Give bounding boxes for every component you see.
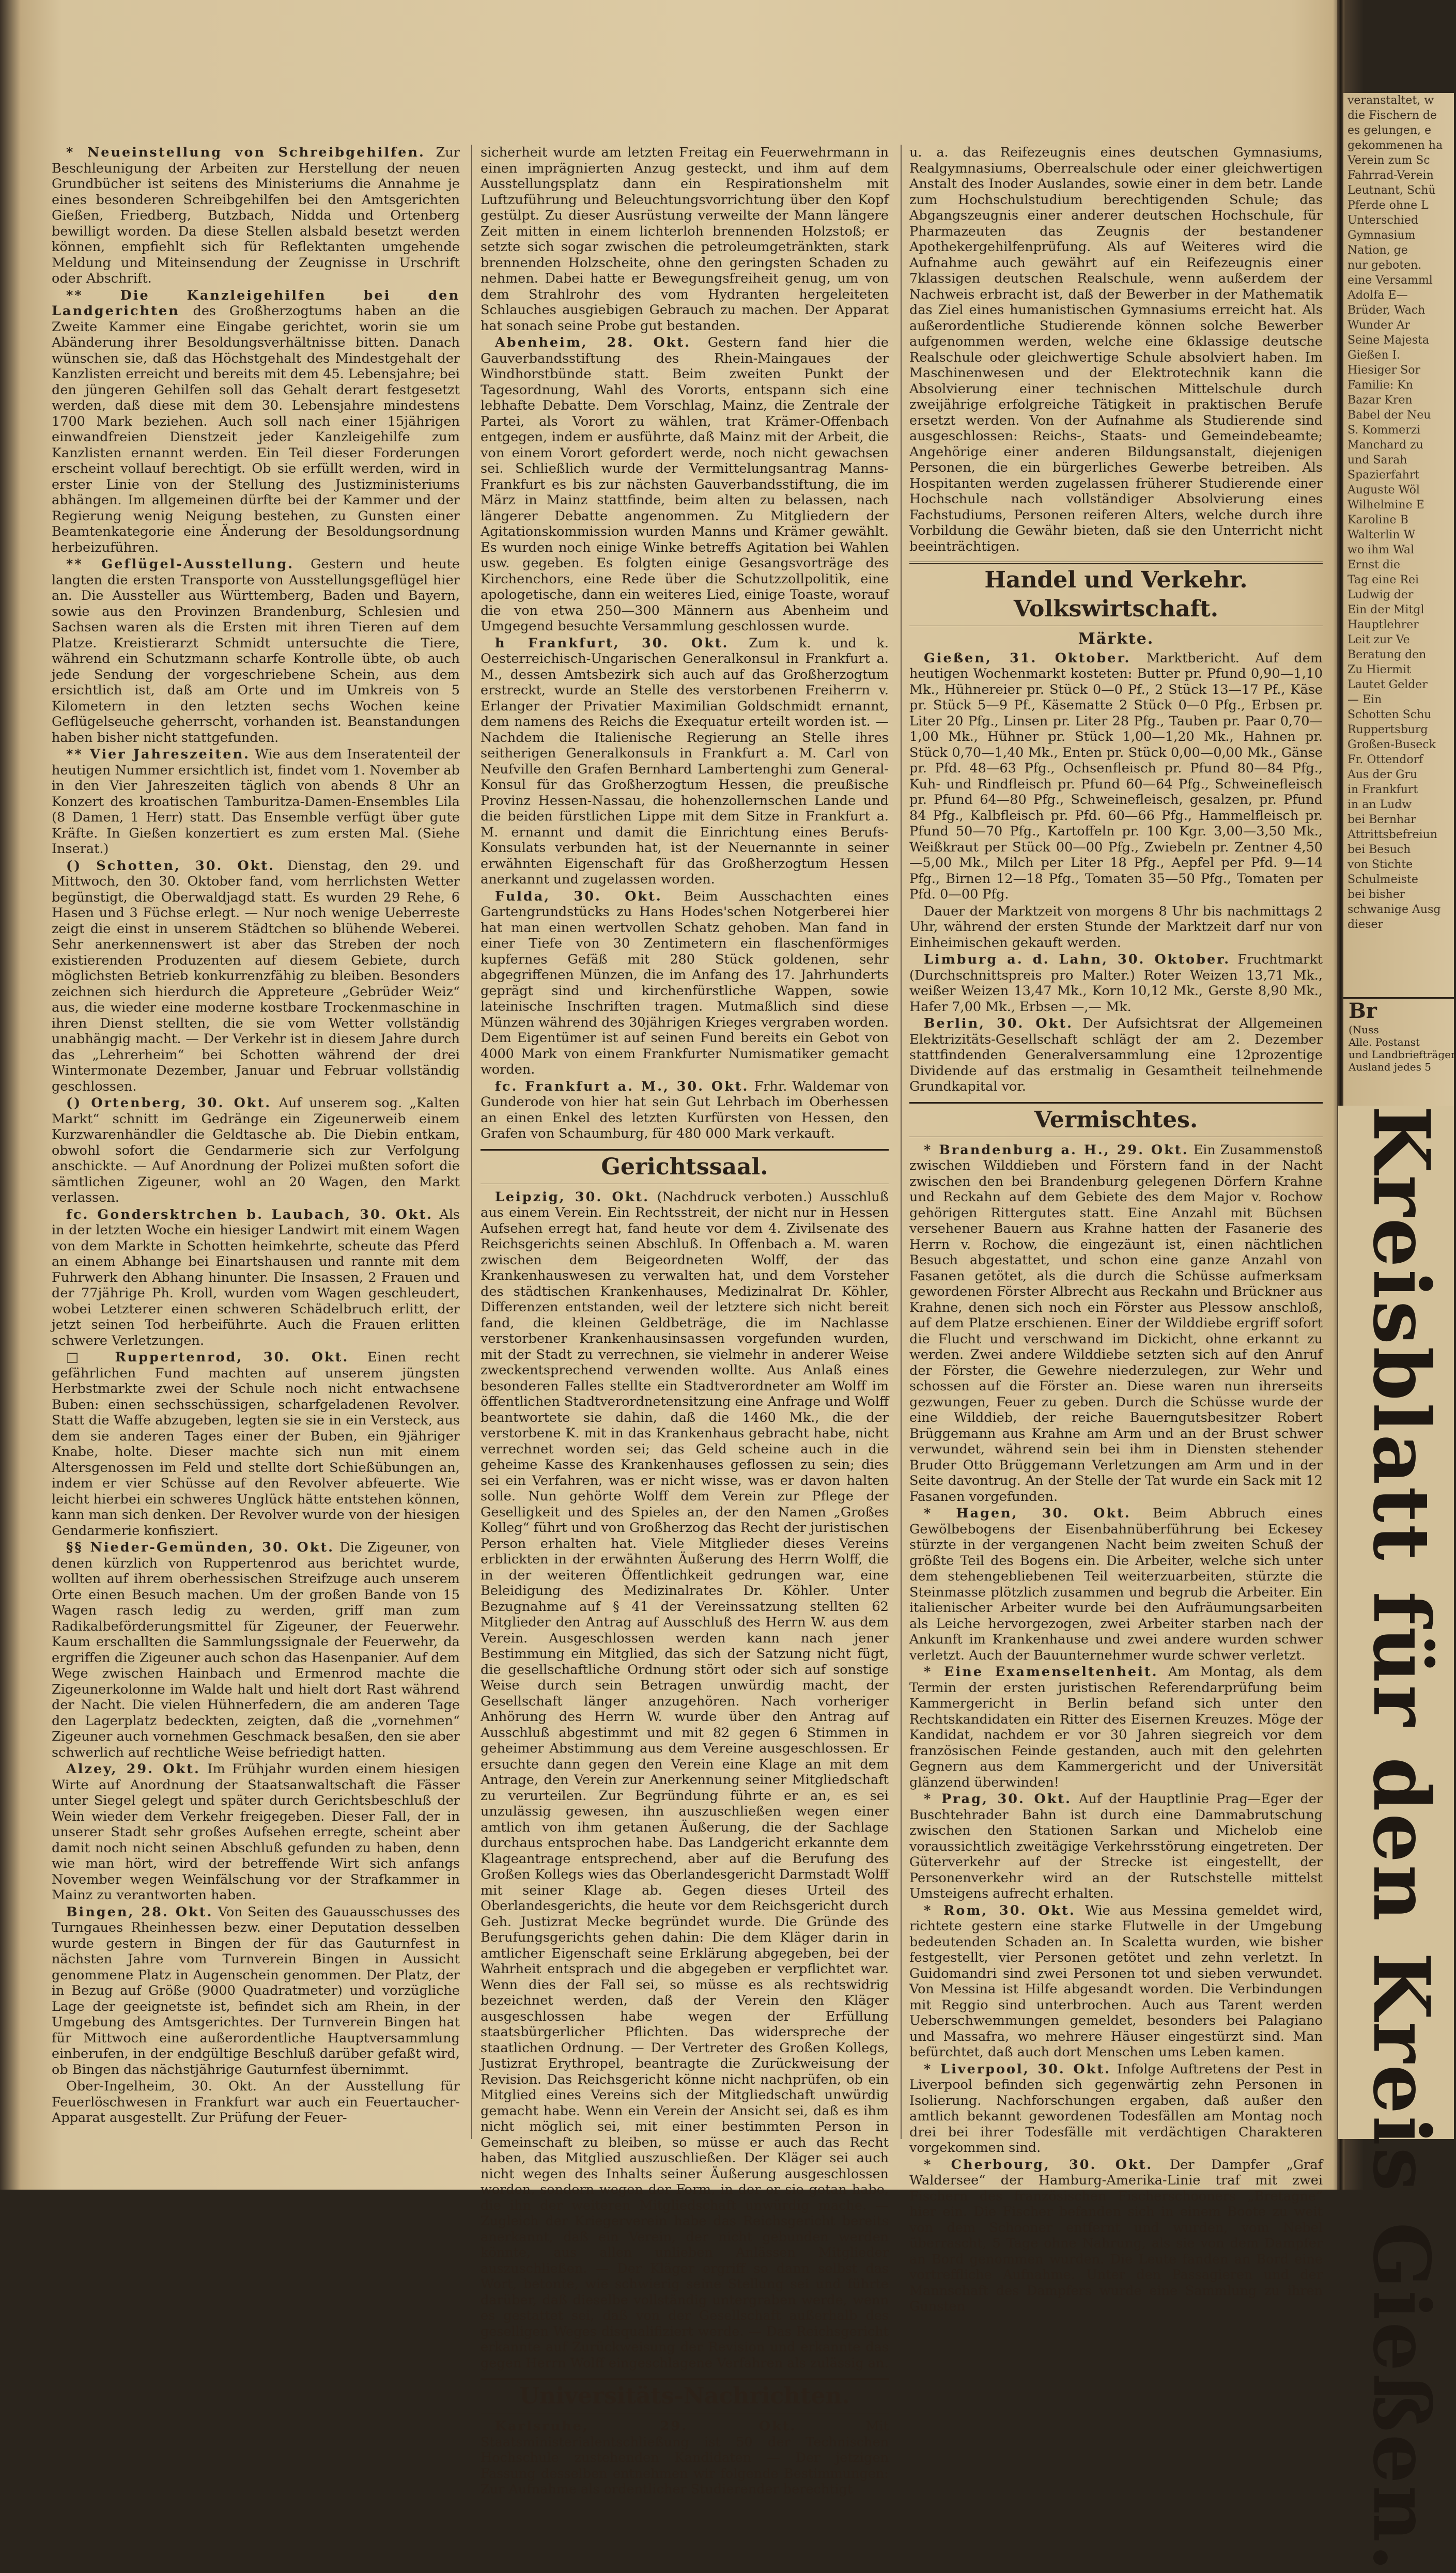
article-paragraph [481, 1079, 889, 1142]
next-page-text-line: in an Ludw [1347, 798, 1412, 811]
article-text: (Nachdruck verboten.) Ausschluß aus einem Verein. Ein Rechtsstreit, der nicht nur in Hessen Aufsehen erregt hat, fand heute vor dem 4. Zivilsenate des Reichsgerichts seinen Abschluß. In Offenbach a. M. waren zwischen dem Beigeordneten Wolff, der das Krankenhauswesen zu verwalten hat, und dem Vorsteher des städtischen Krankenhauses, Medizinalrat Dr. Köhler, Differenzen entstanden, weil der letztere sich nicht bereit fand, die kleinen Geldbeträge, die im Nachlasse verstorbener Krankenhausinsassen vorgefunden wurden, mit der Stadt zu verrechnen, sie vielmehr in anderer Weise zweckentsprechend verwenden wollte. Aus Anlaß eines besonderen Falles stellte ein Stadtverordneter am Wolff im öffentlichen Stadtverordnetensitzung eine Anfrage und Wolff beantwortete sie dahin, daß die 1460 Mk., die der verstorbene K. mit in das Krankenhaus gebracht habe, nicht verrechnet worden sei; das Geld scheine auch in die geheime Kasse des Krankenhauses geflossen zu sein; dies sei ein Verfahren, was er nicht wisse, was er davon halten solle. Nun gehörte Wolff dem Verein zur Pflege der Geselligkeit und des Spieles an, der den Namen „Großes Kolleg“ führt und von Großherzog das Recht der juristischen Person erhalten hat. Viele Mitglieder dieses Vereins erblickten in der erwähnten Äußerung des Herrn Wolff, die in der weiteren Öffentlichkeit gedrungen war, eine Beleidigung des Medizinalrates Dr. Köhler. Unter Bezugnahme auf § 41 der Vereinssatzung stellten 62 Mitglieder den Antrag auf Ausschluß des Herrn W. aus dem Verein. Ausgeschlossen werden kann nach jener Bestimmung ein Mitglied, das sich der Satzung nicht fügt, die gesellschaftliche Ordnung stört oder sich auf sonstige Weise durch sein Betragen unwürdig macht, der Gesellschaft länger anzugehören. Nach vorheriger Anhörung des Herrn W. wurde über den Antrag auf Ausschluß abgestimmt und mit 82 gegen 6 Stimmen in geheimer Abstimmung aus dem Vereine ausgeschlossen. Er ersuchte dann gegen den Verein eine Klage an mit dem Antrage, den Verein zur Anerkennung seiner Mitgliedschaft zu verurteilen. Zur Begründung führte er an, es sei unzulässig gewesen, ihn auszuschließen wegen einer amtlich von ihm getanen Äußerung, die der Sachlage durchaus entsprochen habe. Das Landgericht erkannte dem Klageantrage entsprechend, aber auf die Berufung des Großen Kollegs wies das Oberlandesgericht Darmstadt Wolff mit seiner Klage ab. Gegen dieses Urteil des Oberlandesgerichts, die heute vor dem Reichsgericht durch Geh. Justizrat Meckе begründet wurde. Die Gründe des Berufungsgerichts gehen dahin: Die dem Kläger darin in amtlicher Eigenschaft seine Erklärung abgegeben, bei der Wahrheit entsprach und die abgegeben er verpflichtet war. Wenn dies der Fall sei, so müsse es als rechtswidrig bezeichnet werden, daß der Verein den Kläger ausgeschlossen habe wegen der Erfüllung staatsbürgerlicher Pflichten. Das widerspreche der staatlichen Ordnung. — Der Vertreter des Großen Kollegs, Justizrat Erythropel, beantragte die Zurückweisung der Revision. Das Reichsgericht könne nicht nachprüfen, ob ein Mitglied eines Vereins sich der Mitgliedschaft unwürdig gemacht habe. Wenn ein Verein der Ansicht sei, daß es ihm nicht möglich sei, mit einer bestimmten Person in Gemeinschaft zu bleiben, so müsse er auch das Recht haben, das Mitglied auszuschließen. Der Kläger sei auch nicht wegen des Inhalts seiner Äußerung ausgeschlossen worden, sondern wegen der Form, in der er sie getan habe, die ihn der weiteren Mitgliedschaft unwürdig mache. — Zugleich der Kriegerverein habe das Reichsgericht bereits anerkannt, daß ein Verein, der nicht gebunden werden könnte, aus allen unlieben Anlässen Mitglieder auszuschließen. — Der Kläger ergriff so dann selbst das Wort, betonte, wie schwierig seine Stellung sei und führte darüber, daß dieselbe vollständig untergraben werde, wenn es gestattet sei, daß von der Gesellschaft außerhalb des geselligen Weges disqualifiziert werde. — Das Reichsgericht erkannte auf Zurückweisung der Revision und erkannte das gegen Herrn Wolff eingeschlagene Verfahren als zulässig an. [481, 1189, 889, 2371]
article-paragraph [909, 1506, 1323, 1663]
article-text: Beim Abbruch eines Gewölbebogens der Eisenbahnüberführung bei Eckesey stürzte in der vergangenen Nacht beim zweiten Schuß der größte Teil des Bogens ein. Die Arbeiter, welche sich unter dem stehengebliebenen Teil weiterzuarbeiten, stürzte die Steinmasse plötzlich zusammen und begrub die Arbeiter. Ein italienischer Arbeiter wurde bei den Aufräumungsarbeiten als Leiche hervorgezogen, zwei Arbeiter starben nach der Ankunft im Krankenhause und zwei andere wurden schwer verletzt. Auch der Bauunternehmer wurde schwer verletzt. [909, 1506, 1323, 1663]
article-text: Der Aufsichtsrat der Allgemeinen Elektrizitäts-Gesellschaft schlägt der am 2. Dezember stattfindenden Generalversammlung eine 12prozentige Dividende auf das erstmalig in Gesamtheit teilnehmende Grundkapital vor. [909, 1016, 1323, 1094]
article-text: Auf unserem sog. „Kalten Markt“ schnitt im Gedränge ein Zigeunerweib einem Kurzwarenhändler die Geldtasche ab. Die Diebin entkam, obwohl sofort die Gendarmerie sich zur Verfolgung anschickte. — Auf Anordnung der Polizei mußten sofort die sämtlichen Zigeuner, wohl an 20 Wagen, den Markt verlassen. [52, 1095, 460, 1205]
next-page-text-line: dieser [1347, 918, 1383, 931]
article-paragraph [52, 1207, 460, 1349]
next-page-text-line: Aus der Gru [1347, 768, 1418, 781]
next-page-text-line: Schulmeiste [1347, 873, 1418, 886]
article-dateline: * Prag, 30. Okt. [924, 1791, 1072, 1807]
article-text: Einen recht gefährlichen Fund machten auf unserem jüngsten Herbstmarkte zwei der Schule noch nicht entwachsene Buben: einen sechsschüssigen, scharfgeladenen Revolver. Statt die Waffe abzugeben, legten sie sie in ein Versteck, aus dem sie anderen Tages einer der Buben, ein 9jähriger Knabe, holte. Dieser machte sich nun mit einem Altersgenossen im Feld und stellte dort Schießübungen an, indem er vier Schüsse auf den Revolver abfeuerte. Wie leicht hierbei ein schweres Unglück hätte entstehen können, kann man sich denken. Der Revolver wurde von der hiesigen Gendarmerie konfisziert. [52, 1350, 460, 1539]
next-page-text-line: bei bisher [1347, 888, 1405, 901]
article-paragraph [52, 747, 460, 857]
article-dateline: Alzey, 29. Okt. [66, 1761, 200, 1777]
masthead-vertical [1338, 1106, 1454, 2573]
next-page-text-line: Ludwig der [1347, 588, 1414, 601]
article-paragraph [52, 1095, 460, 1206]
article-paragraph [52, 145, 460, 287]
article-dateline: □ Ruppertenrod, 30. Okt. [66, 1350, 349, 1365]
column-rule-1 [471, 145, 472, 2139]
article-text: Marktbericht. Auf dem heutigen Wochenmarkt kosteten: Butter pr. Pfund 0,90—1,10 Mk., Hühnereier pr. Stück 0—0 Pf., 2 Stück 13—17 Pf., Käse pr. Stück 5—9 Pf., Käsematte 2 Stück 0—0 Pfg., Erbsen pr. Liter 20 Pfg., Linsen pr. Liter 28 Pfg., Tauben pr. Paar 0,70—1,00 Mk., Hühner pr. Stück 1,00—1,20 Mk., Hahnen pr. Stück 0,70—1,40 Mk., Enten pr. Stück 0,00—0,00 Mk., Gänse pr. Pfd. 48—63 Pfg., Ochsenfleisch pr. Pfund 80—84 Pfg., Kuh- und Rindfleisch pr. Pfund 60—64 Pfg., Schweinefleisch pr. Pfund 64—80 Pfg., Schweinefleisch, gesalzen, pr. Pfund 84 Pfg., Kalbfleisch pr. Pfd. 60—66 Pfg., Hammelfleisch pr. Pfund 50—70 Pfg., Kartoffeln pr. 100 Kgr. 3,00—3,50 Mk., Weißkraut per Stück 00—00 Pfg., Zwiebeln pr. Zentner 4,50—5,00 Mk., Milch per Liter 18 Pfg., Aepfel per Pfd. 9—14 Pfg., Birnen 12—18 Pfg., Tomaten 35—50 Pfg., Tomaten per Pfd. 0—00 Pfg. [909, 650, 1323, 902]
next-page-text-line: Beratung den [1347, 648, 1427, 661]
article-paragraph [52, 858, 460, 1095]
next-page-text-line: Auguste Wöl [1347, 484, 1420, 497]
next-page-text-line: Familie: Kn [1347, 379, 1413, 392]
next-page-text-line: Seine Majesta [1347, 334, 1430, 347]
section-heading: Universitäts-Nachrichten. [481, 2378, 889, 2413]
article-text: Am Montag, als dem Termin der ersten juristischen Referendarprüfung beim Kammergericht in Berlin befand sich unter den Rechtskandidaten ein Ritter des Eisernen Kreuzes. Möge der Kandidat, nachdem er vor 30 Jahren siegreich vor dem französischen Feinde gestanden, auch mit den gelehrten Gegnern aus dem Kammergericht und der Universität glänzend überwinden! [909, 1664, 1323, 1790]
article-text: Als in der letzten Woche ein hiesiger Landwirt mit einem Wagen von dem Markte in Schotten heimkehrte, scheute das Pferd an einem Abhange bei Einartshausen und rannte mit dem Fuhrwerk den Abhang hinunter. Die Insassen, 2 Frauen und der 77jährige Ph. Kroll, wurden vom Wagen geschleudert, wobei Letzterer einen schweren Schädelbruch erlitt, der jetzt seinen Tod herbeiführte. Auch die Frauen erlitten schwere Verletzungen. [52, 1206, 460, 1349]
next-page-text-line: Leutnant, Schü [1347, 184, 1436, 197]
next-page-text-line: Ein der Mitgl [1347, 603, 1424, 616]
article-text: Von Seiten des Gauausschusses des Turngaues Rheinhessen bezw. einer Deputation desselben wurde gestern in Bingen der für das Gauturnfest in nächsten Jahre vom Turnverein Bingen in Aussicht genommene Platz in Augenschein genommen. Der Platz, der in Bezug auf Größe (9000 Quadratmeter) und vorzügliche Lage der geeignetste ist, befindet sich am Rhein, in der Umgebung des Amtsgerichtes. Der Turnverein Bingen hat für Mittwoch eine außerordentliche Hauptversammlung einberufen, in der endgültige Beschluß darüber gefaßt wird, ob Bingen das nächstjährige Gauturnfest übernimmt. [52, 1904, 460, 2078]
next-page-text-line: bei Besuch [1347, 843, 1411, 856]
article-dateline: Abenheim, 28. Okt. [495, 335, 691, 350]
next-page-text-line: Adolfa E— [1347, 289, 1408, 302]
article-dateline: ** Vier Jahreszeiten. [66, 747, 250, 762]
newspaper-page [52, 145, 1333, 2497]
next-page-text-line: die Fischern de [1347, 109, 1437, 122]
article-dateline: ** Die Kanzleigehilfen bei den Landgerichten [52, 287, 460, 319]
article-dateline: Bingen, 28. Okt. [66, 1904, 213, 1920]
article-paragraph [909, 1791, 1323, 1902]
article-dateline: () Ortenberg, 30. Okt. [66, 1095, 272, 1111]
next-page-box-line: Alle. Postanst [1349, 1036, 1420, 1048]
section-subheading: Märkte. [1078, 630, 1154, 648]
article-text: Zur Beschleunigung der Arbeiten zur Herstellung der neuen Grundbücher ist seitens des Ministeriums die Annahme je eines besonderen Schreibgehilfen bei den Amtsgerichten Gießen, Friedberg, Butzbach, Nidda und Ortenberg bewilligt worden. Da diese Stellen alsbald besetzt werden können, empfiehlt sich für Reflektanten umgehende Meldung und Miteinsendung der Zeugnisse in Urschrift oder Abschrift. [52, 145, 460, 286]
next-page-text-line: und Sarah [1347, 454, 1407, 467]
article-paragraph [481, 1189, 889, 2372]
article-text: Gestern fand hier die Gauverbandsstiftung des Rhein-Maingaues der Windhorstbünde statt. Beim zweiten Punkt der Tagesordnung, Wahl des Vororts, entspann sich eine lebhafte Debatte. Dem Vorschlag, Mainz, die Zentrale der Partei, als Vorort zu wählen, trat Krämer-Offenbach entgegen, indem er ausführte, daß Mainz mit der Arbeit, die von einem Vorort gefordert werde, noch nicht gewachsen sei. Schließlich wurde der Vermittelungsantrag Manns-Frankfurt es bis zur nächsten Gauverbandsstiftung, die im März in Mainz stattfinde, beim alten zu belassen, nach längerer Debatte angenommen. Zu Mitgliedern der Agitationskommission wurden Manns und Krämer gewählt. Es wurden noch einige Winke betreffs Agitation bei Wahlen usw. gegeben. Es folgten einige Gesangsvorträge des Kirchenchors, eine Rede über die Schutzzollpolitik, eine apologetische, dann ein weiteres Lied, einige Toaste, worauf die von etwa 250—300 Männern aus Abenheim und Umgegend besuchte Versammlung geschlossen wurde. [481, 335, 889, 634]
article-dateline: ** Geflügel-Ausstellung. [66, 556, 295, 572]
article-paragraph [481, 889, 889, 1078]
article-text: u. a. das Reifezeugnis eines deutschen Gymnasiums, Realgymnasiums, Oberrealschule oder einer gleichwertigen Anstalt des Inoder Auslandes, sowie einer in dem betr. Lande zum Hochschulstudium berechtigenden Schule; das Abgangszeugnis einer anderer deutschen Hochschule, für Pharmazeuten das Zeugnis der bestandener Apothekergehilfenprüfung. Als auf Weiteres wird die Aufnahme auch gewährt auf ein Reifezeugnis einer 7klassigen deutschen Realschule, wenn außerdem der Nachweis erbracht ist, daß der Bewerber in der Mathematik das Ziel eines humanistischen Gymnasiums erreicht hat. Als außerordentliche Studierende können solche Bewerber aufgenommen werden, welche eine 6klassige deutsche Realschule oder gleichwertige Schule absolviert haben. Im Maschinenwesen und der Elektrotechnik kann die Absolvierung einer technischen Mittelschule durch zweijährige erfolgreiche Tätigkeit in praktischen Berufe ersetzt werden. Von der Aufnahme als Studierende sind ausgeschlossen: Reichs-, Staats- und Gemeindebeamte; Angehörige einer anderen Bildungsanstalt, diejenigen Personen, die ein bürgerliches Gewerbe betreiben. Als Hospitanten werden zugelassen früherer Studierende einer Hochschule nach vollständiger Absolvierung eines Fachstudiums, Personen reiferen Alters, welche durch ihre Vorbildung die Gewähr bieten, daß sie den Unterricht nicht beeinträchtigen. [909, 145, 1323, 554]
article-paragraph [909, 1903, 1323, 2060]
next-page-text-line: — Ein [1347, 693, 1382, 706]
next-page-text-line: Zu Hiermit [1347, 663, 1411, 676]
article-paragraph [909, 1142, 1323, 1505]
article-dateline: * Hagen, 30. Okt. [924, 1506, 1131, 1521]
next-page-text-line: S. Kommerzi [1347, 424, 1421, 437]
article-text: Die Zigeuner, von denen kürzlich von Ruppertenrod aus berichtet wurde, wollten auf ihrem oberhessischen Streifzuge auch unserem Orte einen Besuch machen. Um der großen Bande von 15 Wagen rasch ledig zu werden, griff man zum Radikalbeförderungsmittel für Zigeuner, der Feuerwehr. Kaum erschallten die Sammlungssignale der Feuerwehr, da ergriffen die Zigeuner auch schon das Hasenpanier. Auf dem Wege zwischen Hainbach und Ermenrod machte die Zigeunerkolonne im Walde halt und hielt dort Rast während der Nacht. Die vielen Hühnerfedern, die am anderen Tage den Lagerplatz bedeckten, zeigten, daß die „vornehmen“ Zigeuner auch vornehmen Geschmack besaßen, den sie aber schwerlich auf rechtliche Weise befriedigt hatten. [52, 1540, 460, 1760]
article-paragraph [52, 1904, 460, 2078]
article-text: Zum k. und k. Oesterreichisch-Ungarischen Generalkonsul in Frankfurt a. M., dessen Amtsbezirk sich auch auf das Großherzogtum erstreckt, wurde an Stelle des verstorbenen Freiherrn v. Erlanger der Privatier Maximilian Goldschmidt ernannt, dem namens des Reichs die Exequatur erteilt worden ist. — Nachdem die Italienische Regierung an Stelle ihres seitherigen Generalkonsuls in Frankfurt a. M. Carl von Neufville den Grafen Bernhard Lambertenghi zum General-Konsul für das Großherzogtum Hessen, die preußische Provinz Hessen-Nassau, die hohenzollernschen Lande und die beiden fürstlichen Lippe mit dem Sitze in Frankfurt a. M. ernannt und damit die Einrichtung eines Berufs-Konsulats verbunden hat, ist der Neuernannte in seiner erwähnten Eigenschaft für das Großherzogtum Hessen anerkannt und zugelassen worden. [481, 635, 889, 887]
next-page-text-line: Schotten Schu [1347, 708, 1432, 721]
article-dateline: * Liverpool, 30. Okt. [924, 2061, 1111, 2077]
article-paragraph [52, 2079, 460, 2126]
masthead-title: Kreisblatt für den Kreis Gießen. [1356, 1106, 1447, 2573]
article-text: Dienstag, den 29. und Mittwoch, den 30. Oktober fand, vom herrlichsten Wetter begünstigt, die Oberwaldjagd statt. Es wurden 29 Rehe, 6 Hasen und 3 Füchse erlegt. — Nur noch wenige Ueberreste zeigt die einst in unserem Städtchen so blühende Weberei. Sehr anerkennenswert ist aber das Streben der noch existierenden Produzenten auf diesem Gebiete, durch möglichsten Betrieb konkurrenzfähig zu bleiben. Besonders zeichnen sich hierdurch die Appreteure „Gebrüder Weiz“ aus, die wieder eine moderne kostbare Trockenmaschine in ihren Dienst stellten, die sie vom Wetter vollständig unabhängig macht. — Der Verkehr ist in diesem Jahre durch das „Lehrerheim“ bei Schotten während der drei Wintermonate Dezember, Januar und Februar vollständig geschlossen. [52, 858, 460, 1094]
next-page-text-line: Großen-Buseck [1347, 738, 1436, 751]
section-heading: Vermischtes. [909, 1102, 1323, 1137]
article-dateline: Leipzig, 30. Okt. [495, 1189, 650, 1205]
article-dateline: () Schotten, 30. Okt. [66, 858, 275, 874]
next-page-text-line: in Frankfurt [1347, 783, 1418, 796]
article-text: des Großherzogtums haben an die Zweite Kammer eine Eingabe gerichtet, worin sie um Abänderung ihrer Besoldungsverhältnisse bitten. Danach wünschen sie, daß das Höchstgehalt des Mindestgehalt der Kanzlisten erreicht und bereits mit dem 45. Lebensjahre; bei den jüngeren Gehilfen soll das Gehalt derart festgesetzt werden, daß diese mit dem 30. Lebensjahre mindestens 1700 Mark beziehen. Auch soll nach einer 15jährigen einwandfreien Dienstzeit jeder Kanzleigehilfe zum Kanzlisten ernannt werden. Ein Teil dieser Forderungen erscheint vollauf berechtigt. Ob sie erfüllt werden, wird in erster Linie von der Stellung des Justizministeriums abhängen. Im allgemeinen dürfte bei der Kammer und der Regierung wenig Neigung bestehen, zu Gunsten einer Beamtenkategorie eine Änderung der Besoldungsordnung herbeizuführen. [52, 303, 460, 555]
next-page-text-line: Brüder, Wach [1347, 304, 1426, 317]
article-text: Wie aus dem Inseratenteil der heutigen Nummer ersichtlich ist, findet vom 1. November ab in den Vier Jahreszeiten täglich von abends 8 Uhr an Konzert des kroatischen Tamburitza-Damen-Ensembles Lila (8 Damen, 1 Herr) statt. Das Ensemble verfügt über gute Kräfte. In Gießen konzertiert es zum ersten Mal. (Siehe Inserat.) [52, 747, 460, 857]
next-page-text-line: Tag eine Rei [1347, 574, 1419, 586]
article-paragraph [909, 2157, 1323, 2315]
article-text: Der Dampfer „Graf Waldersee“ der Hamburg-Amerika-Linie traf mit zwei Fischern des französischen Fischerschooners „Bretagne“ hier ein. Die Fischer befanden sich in einem Boote zu weit von dem Schooner entfernt und wurden, vom Nebel überrascht, 5 Tage ohne Nahrung, als sie von dem Dampfer an Bord genommen wurden. Die Leute fanden an Bord eine vortreffliche Aufnahme. Unter den Passagieren und der Mannschaft des Dampfers wurde eine Sammlung zu ihren Gunsten [909, 2157, 1323, 2314]
next-page-text-line: wo ihm Wal [1347, 544, 1414, 556]
next-page-text-line: Fr. Ottendorf [1347, 753, 1423, 766]
article-dateline: Fulda, 30. Okt. [495, 888, 662, 904]
next-page-subscription-box [1343, 997, 1454, 1071]
next-page-box-line: Br [1349, 999, 1377, 1023]
article-dateline: * Eine Examenseltenheit. [924, 1664, 1158, 1680]
next-page-box-line: (Nuss [1349, 1024, 1379, 1036]
next-page-text-line: Manchard zu [1347, 439, 1423, 452]
next-page-text-line: Ruppertsburg [1347, 723, 1428, 736]
article-paragraph [52, 1761, 460, 1903]
next-page-text-line: von Stichte [1347, 858, 1413, 871]
article-text: Im Frühjahr wurden einem hiesigen Wirte auf Anordnung der Staatsanwaltschaft die Fässer unter Siegel gelegt und später durch Gerichtsbeschluß der Wein wieder dem Verkehr freigegeben. Dieser Fall, der in unserer Stadt sehr großes Aufsehen erregte, scheint aber damit noch nicht seinen Abschluß gefunden zu haben, denn wie man hört, wird der betreffende Wirt sich anfangs November wegen Weinfälschung vor der Strafkammer in Mainz zu verantworten haben. [52, 1761, 460, 1903]
article-paragraph [481, 335, 889, 634]
next-page-text-line: nur geboten. [1347, 259, 1422, 272]
article-text: Mit Staatsministerialentschließung ist 50 der Technischen Hochschule zustehenden Kandidaten — Der jetzigen Fassung desselben entnehmen wir folgende Bestimmungen: Zur Aufnahme als ordentlicher Studierender berechtigt [481, 2419, 889, 2497]
article-paragraph [52, 556, 460, 746]
next-page-text-line: schwanige Ausg [1347, 903, 1441, 916]
column-3 [909, 145, 1323, 2314]
next-page-box-line: und Landbriefträger [1349, 1048, 1456, 1061]
article-dateline: * Cherbourg, 30. Okt. [924, 2157, 1153, 2173]
article-paragraph [481, 2419, 889, 2498]
next-page-text-line: Hiesiger Sor [1347, 364, 1421, 377]
next-page-text-line: Verein zum Sc [1347, 154, 1430, 167]
article-dateline: §§ Nieder-Gemünden, 30. Okt. [66, 1540, 335, 1555]
next-page-text-line: Leit zur Ve [1347, 633, 1410, 646]
next-page-text-line: gekommenen ha [1347, 139, 1443, 152]
article-paragraph [481, 145, 889, 334]
article-dateline: fc. Gondersktrchen b. Laubach, 30. Okt. [66, 1206, 433, 1222]
section-heading: Gerichtssaal. [481, 1149, 889, 1184]
next-page-text-line: Pferde ohne L [1347, 199, 1429, 212]
next-page-text-line: Babel der Neu [1347, 409, 1431, 422]
article-paragraph [909, 1016, 1323, 1095]
article-text: Auf der Hauptlinie Prag—Eger der Buschtehrader Bahn ist durch eine Dammabrutschung zwischen den Stationen Sarkan und Michelob eine voraussichtlich zweitägige Verkehrsstörung eingetreten. Der Güterverkehr auf der Strecke ist eingestellt, der Personenverkehr wird an der Rutschstelle mittelst Umsteigens aufrecht erhalten. [909, 1791, 1323, 1901]
next-page-text-line: Bazar Kren [1347, 394, 1413, 407]
article-paragraph [909, 650, 1323, 903]
next-page-text-line: Hauptlehrer [1347, 618, 1419, 631]
next-page-text-line: Fahrrad-Verein [1347, 169, 1434, 182]
next-page-text-line: Nation, ge [1347, 244, 1408, 257]
next-page-text-line: veranstaltet, w [1347, 94, 1434, 107]
next-page-text-line: Spazierfahrt [1347, 469, 1420, 482]
article-dateline: h Frankfurt, 30. Okt. [495, 635, 729, 651]
article-paragraph [52, 1540, 460, 1760]
article-text: Frhr. Waldemar von Gunderode von hier hat sein Gut Lehrbach im Oberhessen an einen Enkel des letzten Kurfürsten von Hessen, den Grafen von Schaumburg, für 480 000 Mark verkauft. [481, 1078, 889, 1141]
column-1 [52, 145, 460, 2139]
article-paragraph [909, 145, 1323, 554]
article-paragraph [52, 1350, 460, 1539]
next-page-text-line: Wilhelmine E [1347, 499, 1424, 512]
article-paragraph [52, 288, 460, 556]
next-page-text-line: Walterlin W [1347, 529, 1416, 541]
next-page-text-line: Attrittsbefreiun [1347, 828, 1437, 841]
article-dateline: * Brandenburg a. H., 29. Okt. [924, 1142, 1189, 1158]
article-text: Ein Zusammenstoß zwischen Wilddieben und Förstern fand in der Nacht zwischen den bei Brandenburg gelegenen Dörfern Krahne und Reckahn auf dem Gebiete des dem Major v. Rochow gehörigen Rittergutes statt. Eine Anzahl mit Büchsen versehener Bauern aus Krahne hatten der Fasanerie des Herrn v. Rochow, die eingezäunt ist, einen nächtlichen Besuch abgestattet, und schon eine ganze Anzahl von Fasanen getötet, als die durch die Schüsse aufmerksam gewordenen Förster Albrecht aus Reckahn und Brückner aus Krahne, denen sich noch ein Förster aus Plessow anschloß, auf dem Platze erschienen. Einer der Wilddiebe ergriff sofort die Flucht und verschwand im Dickicht, ohne erkannt zu werden. Zwei andere Wilddiebe setzten sich auf den Anruf der Förster, die Gewehre niederzulegen, zur Wehr und schossen auf die Förster an. Diese waren nun ihrerseits gezwungen, Feuer zu geben. Durch die Schüsse wurde der eine Wilddieb, der reiche Bauerngutsbesitzer Robert Brüggemann aus Krahne am Arm und an der Brust schwer verwundet, während sein bei ihm in Diensten stehender Bruder Otto Brüggemann Verletzungen am Arm und in der Seite davontrug. An der Stelle der Tat wurde ein Sack mit 12 Fasanen vorgefunden. [909, 1142, 1323, 1505]
next-page-text-line: Wunder Ar [1347, 319, 1411, 332]
article-paragraph [909, 952, 1323, 1015]
article-text: Dauer der Marktzeit von morgens 8 Uhr bis nachmittags 2 Uhr, während der ersten Stunde der Marktzeit darf nur von Einheimischen gekauft werden. [909, 903, 1323, 951]
article-text: Gestern und heute langten die ersten Transporte von Ausstellungsgeflügel hier an. Die Aussteller aus Württemberg, Baden und Bayern, sowie aus den Provinzen Brandenburg, Schlesien und Sachsen waren als die Ersten mit ihren Tieren auf dem Platze. Kreistierarzt Schmidt untersuchte die Tiere, während ein Schutzmann scharfe Kontrolle übte, ob auch jede Sendung der vorgeschriebene Schein, aus dem ersichtlich ist, daß am Orte und im Umkreis von 5 Kilometern in den letzten sechs Wochen keine Geflügelseuche geherrscht, vorhanden ist. Beanstandungen haben bisher nicht stattgefunden. [52, 556, 460, 746]
section-heading: Handel und Verkehr. Volkswirtschaft. [909, 562, 1323, 626]
article-dateline: Berlin, 30. Okt. [924, 1016, 1073, 1031]
article-dateline: * Rom, 30. Okt. [924, 1902, 1076, 1918]
article-paragraph [481, 636, 889, 888]
article-text: Infolge Auftretens der Pest in Liverpool befinden sich gegenwärtig zehn Personen in Isolierung. Nachforschungen ergaben, daß außer den amtlich bekannt gewordenen Todesfällen am Montag noch drei bei ihrer Todesfälle mit verdächtigen Charakteren vorgekommen sind. [909, 2061, 1323, 2156]
next-page-text-line: es gelungen, e [1347, 124, 1432, 137]
article-dateline: * Neueinstellung von Schreibgehilfen. [66, 145, 425, 160]
next-page-box-line: Ausland jedes 5 [1349, 1061, 1431, 1073]
article-text: Fruchtmarkt (Durchschnittspreis pro Malter.) Roter Weizen 13,71 Mk., weißer Weizen 13,47 Mk., Korn 10,12 Mk., Gerste 8,90 Mk., Hafer 7,00 Mk., Erbsen —,— Mk. [909, 952, 1323, 1015]
next-page-text-line: Gymnasium [1347, 229, 1416, 242]
next-page-text-line: bei Bernhar [1347, 813, 1416, 826]
article-dateline: Gießen, 31. Oktober. [924, 650, 1131, 666]
article-text: Wie aus Messina gemeldet wird, richtete gestern eine starke Flutwelle in der Umgebung bedeutenden Schaden an. In Scaletta wurden, wie bisher festgestellt, vier Personen getötet und zehn verletzt. In Guidomandri sind zwei Personen tot und sieben verwundet. Von Messina ist Hilfe abgesandt worden. Die Verbindungen mit Reggio sind unterbrochen. Auch aus Tarent werden Ueberschwemmungen gemeldet, besonders bei Palagiano und Massafra, wo mehrere Häuser eingestürzt sind. Man befürchtet, daß auch dort Menschen ums Leben kamen. [909, 1902, 1323, 2060]
next-page-text-line: Ernst die [1347, 559, 1401, 571]
article-dateline: fc. Frankfurt a. M., 30. Okt. [495, 1078, 749, 1094]
next-page-text-line: Gießen I. [1347, 349, 1401, 362]
next-page-text-line: Karoline B [1347, 514, 1408, 526]
article-dateline: Karlsruhe, 29. Okt. [495, 2419, 797, 2434]
article-paragraph [909, 2062, 1323, 2156]
article-paragraph [909, 904, 1323, 951]
article-dateline: Limburg a. d. Lahn, 30. Oktober. [924, 952, 1231, 967]
next-page-text-line: Unterschied [1347, 214, 1419, 227]
next-page-text-line: Lautet Gelder [1347, 678, 1428, 691]
column-rule-2 [901, 145, 902, 2139]
article-text: sicherheit wurde am letzten Freitag ein Feuerwehrmann in einen imprägnierten Anzug gesteckt, und ihm auf dem Ausstellungsplatz dann ein Respirationshelm mit Luftzuführung und Beleuchtungsvorrichtung über den Kopf gestülpt. Zu dieser Ausrüstung verweilte der Mann längere Zeit mitten in einem lichterloh brennenden Holzstoß; er setzte sich sogar zwischen die petroleumgetränkten, stark brennenden Holzscheite, ohne den geringsten Schaden zu nehmen. Dabei hatte er Bewegungsfreiheit genug, um von dem Strahlrohr des vom Hydranten hergeleiteten Schlauches ausgiebigen Gebrauch zu machen. Der Apparat hat sonach seine Probe gut bestanden. [481, 145, 889, 334]
article-paragraph [909, 1664, 1323, 1790]
next-page-text-line: eine Versamml [1347, 274, 1433, 287]
article-text: Beim Ausschachten eines Gartengrundstücks zu Hans Hodes'schen Notgerberei hier hat man einen wertvollen Schatz gehoben. Man fand in einer Tiefe von 30 Zentimetern ein flaschenförmiges kupfernes Gefäß mit 280 Stück goldenen, sehr abgegriffenen Münzen, die im Anfang des 17. Jahrhunderts geprägt sind und kirchenfürstliche Wappen, sowie lateinische Inschriften tragen. Mutmaßlich sind diese Münzen während des 30jährigen Krieges vergraben worden. Dem Eigentümer ist auf seinen Fund bereits ein Gebot von 4000 Mark von einem Frankfurter Numismatiker gemacht worden. [481, 888, 889, 1077]
article-text: Ober-Ingelheim, 30. Okt. An der Ausstellung für Feuerlöschwesen in Frankfurt war auch ein Feuertaucher-Apparat ausgestellt. Zur Prüfung der Feuer- [52, 2079, 460, 2126]
column-2 [481, 145, 889, 2497]
